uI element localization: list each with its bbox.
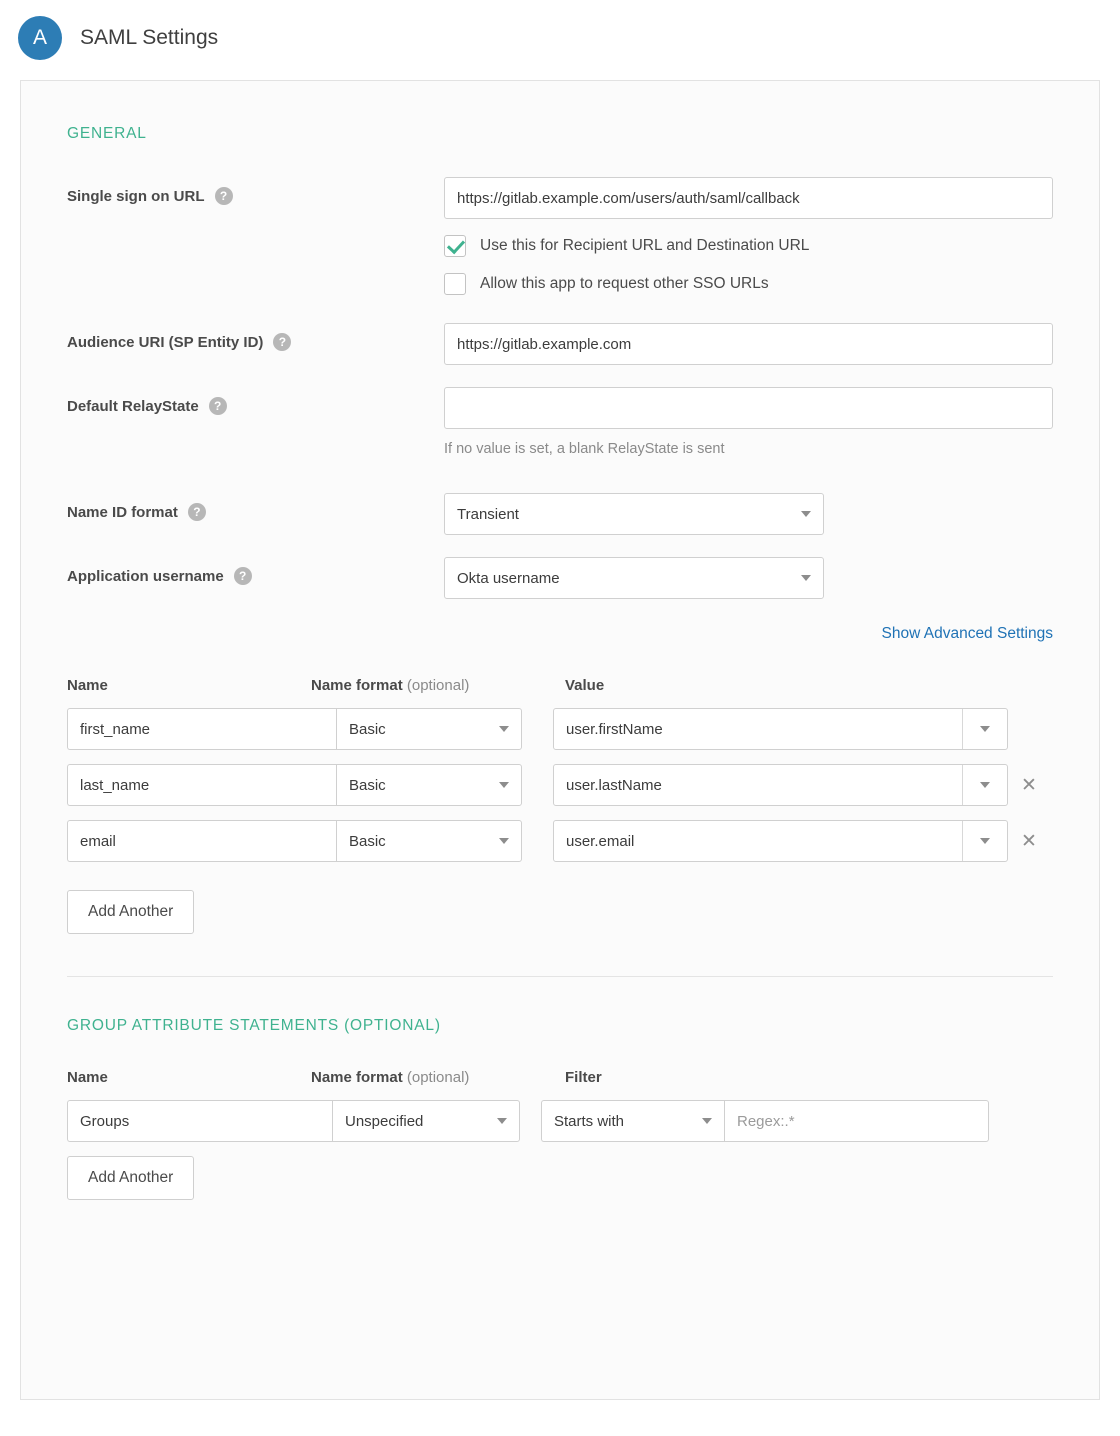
help-icon[interactable]: ? [273,333,291,351]
attr-col-name-format-text: Name format [311,677,403,694]
attr-col-value: Value [565,677,605,694]
remove-row-button[interactable]: ✕ [1021,774,1037,796]
divider [67,976,1053,977]
help-icon[interactable]: ? [234,567,252,585]
attr-name-input[interactable] [67,764,336,806]
name-id-format-value: Transient [457,505,519,523]
add-another-attribute-button[interactable]: Add Another [67,890,194,934]
audience-uri-field-wrap [444,323,1053,365]
advanced-settings-row [67,625,1053,643]
application-username-field-wrap [444,557,1053,599]
attr-value-text: user.lastName [566,776,662,794]
attr-value-combo[interactable] [553,708,1008,750]
application-username-row [67,557,1053,599]
group-col-name-format-optional: (optional) [406,1069,470,1086]
application-username-select[interactable] [444,557,824,599]
table-row [67,820,1053,862]
attr-format-cell [336,820,522,862]
group-format-select[interactable] [332,1100,520,1142]
attr-value-text: user.email [566,832,635,850]
attr-format-select[interactable] [336,708,522,750]
attr-value-cell [553,764,1008,806]
attr-format-value: Basic [349,832,386,850]
attr-format-value: Basic [349,776,386,794]
help-icon[interactable]: ? [188,503,206,521]
attr-col-name: Name [67,677,108,694]
attr-col-name-format-optional: (optional) [406,677,470,694]
sso-url-row [67,177,1053,295]
default-relaystate-label [67,387,444,415]
audience-uri-input[interactable] [444,323,1053,365]
group-regex-input[interactable] [724,1100,989,1142]
attr-name-input[interactable] [67,708,336,750]
group-col-name-format [311,1069,565,1086]
attr-name-input[interactable] [67,820,336,862]
table-row [67,764,1053,806]
chevron-down-icon [702,1118,712,1124]
attr-format-value: Basic [349,720,386,738]
attr-format-select[interactable] [336,764,522,806]
add-another-group-button[interactable]: Add Another [67,1156,194,1200]
remove-row-button[interactable]: ✕ [1021,830,1037,852]
default-relaystate-row [67,387,1053,457]
chevron-down-icon [980,838,990,844]
name-id-format-label [67,493,444,521]
chevron-down-icon [801,575,811,581]
name-id-format-field-wrap [444,493,1053,535]
attr-format-select[interactable] [336,820,522,862]
default-relaystate-input[interactable] [444,387,1053,429]
group-name-cell [67,1100,332,1142]
attr-col-name-format [311,677,565,694]
recipient-url-label: Use this for Recipient URL and Destination URL [480,237,810,254]
chevron-down-icon [980,782,990,788]
attr-value-text: user.firstName [566,720,663,738]
default-relaystate-hint: If no value is set, a blank RelayState is sent [444,441,725,457]
chevron-down-icon [499,838,509,844]
sso-url-field-wrap [444,177,1053,295]
attr-format-cell [336,708,522,750]
default-relaystate-field-wrap [444,387,1053,457]
chevron-down-icon [801,511,811,517]
show-advanced-settings-link[interactable]: Show Advanced Settings [881,625,1053,642]
audience-uri-row [67,323,1053,365]
other-sso-checkbox[interactable] [444,273,466,295]
name-id-format-row [67,493,1053,535]
audience-uri-label [67,323,444,351]
group-col-name: Name [67,1069,108,1086]
audience-uri-label-text: Audience URI (SP Entity ID) [67,333,264,351]
attr-name-cell [67,820,336,862]
group-format-cell [332,1100,520,1142]
avatar: A [18,16,62,60]
chevron-down-icon [497,1118,507,1124]
attribute-statements-header [67,677,1053,694]
attr-value-cell [553,820,1008,862]
attr-name-cell [67,764,336,806]
chevron-down-icon [980,726,990,732]
group-regex-cell [724,1100,989,1142]
default-relaystate-label-text: Default RelayState [67,397,199,415]
chevron-down-icon [499,726,509,732]
group-col-name-format-text: Name format [311,1069,403,1086]
application-username-label [67,557,444,585]
group-name-input[interactable] [67,1100,332,1142]
other-sso-checkbox-row[interactable] [444,273,1053,295]
name-id-format-select[interactable] [444,493,824,535]
sso-url-input[interactable] [444,177,1053,219]
attr-name-cell [67,708,336,750]
group-format-value: Unspecified [345,1112,424,1130]
group-filter-value: Starts with [554,1112,625,1130]
attr-value-cell [553,708,1008,750]
application-username-value: Okta username [457,569,560,587]
sso-url-label-text: Single sign on URL [67,187,205,205]
general-section-title: GENERAL [67,125,147,142]
group-attribute-section-title: GROUP ATTRIBUTE STATEMENTS (OPTIONAL) [67,1017,441,1034]
recipient-url-checkbox-row[interactable] [444,235,1053,257]
attr-value-combo[interactable] [553,764,1008,806]
chevron-down-icon [499,782,509,788]
group-attribute-header [67,1069,1053,1086]
group-filter-select[interactable] [541,1100,724,1142]
settings-card [20,80,1100,1400]
application-username-label-text: Application username [67,567,224,585]
help-icon[interactable]: ? [215,187,233,205]
group-col-filter: Filter [565,1069,602,1086]
page-header [0,0,1120,74]
recipient-url-checkbox[interactable] [444,235,466,257]
other-sso-label: Allow this app to request other SSO URLs [480,275,769,292]
page-title: SAML Settings [80,26,219,49]
help-icon[interactable]: ? [209,397,227,415]
attr-format-cell [336,764,522,806]
table-row [67,708,1053,750]
group-filter-cell [541,1100,724,1142]
table-row [67,1100,1053,1142]
attr-value-combo[interactable] [553,820,1008,862]
sso-url-label [67,177,444,205]
name-id-format-label-text: Name ID format [67,503,178,521]
